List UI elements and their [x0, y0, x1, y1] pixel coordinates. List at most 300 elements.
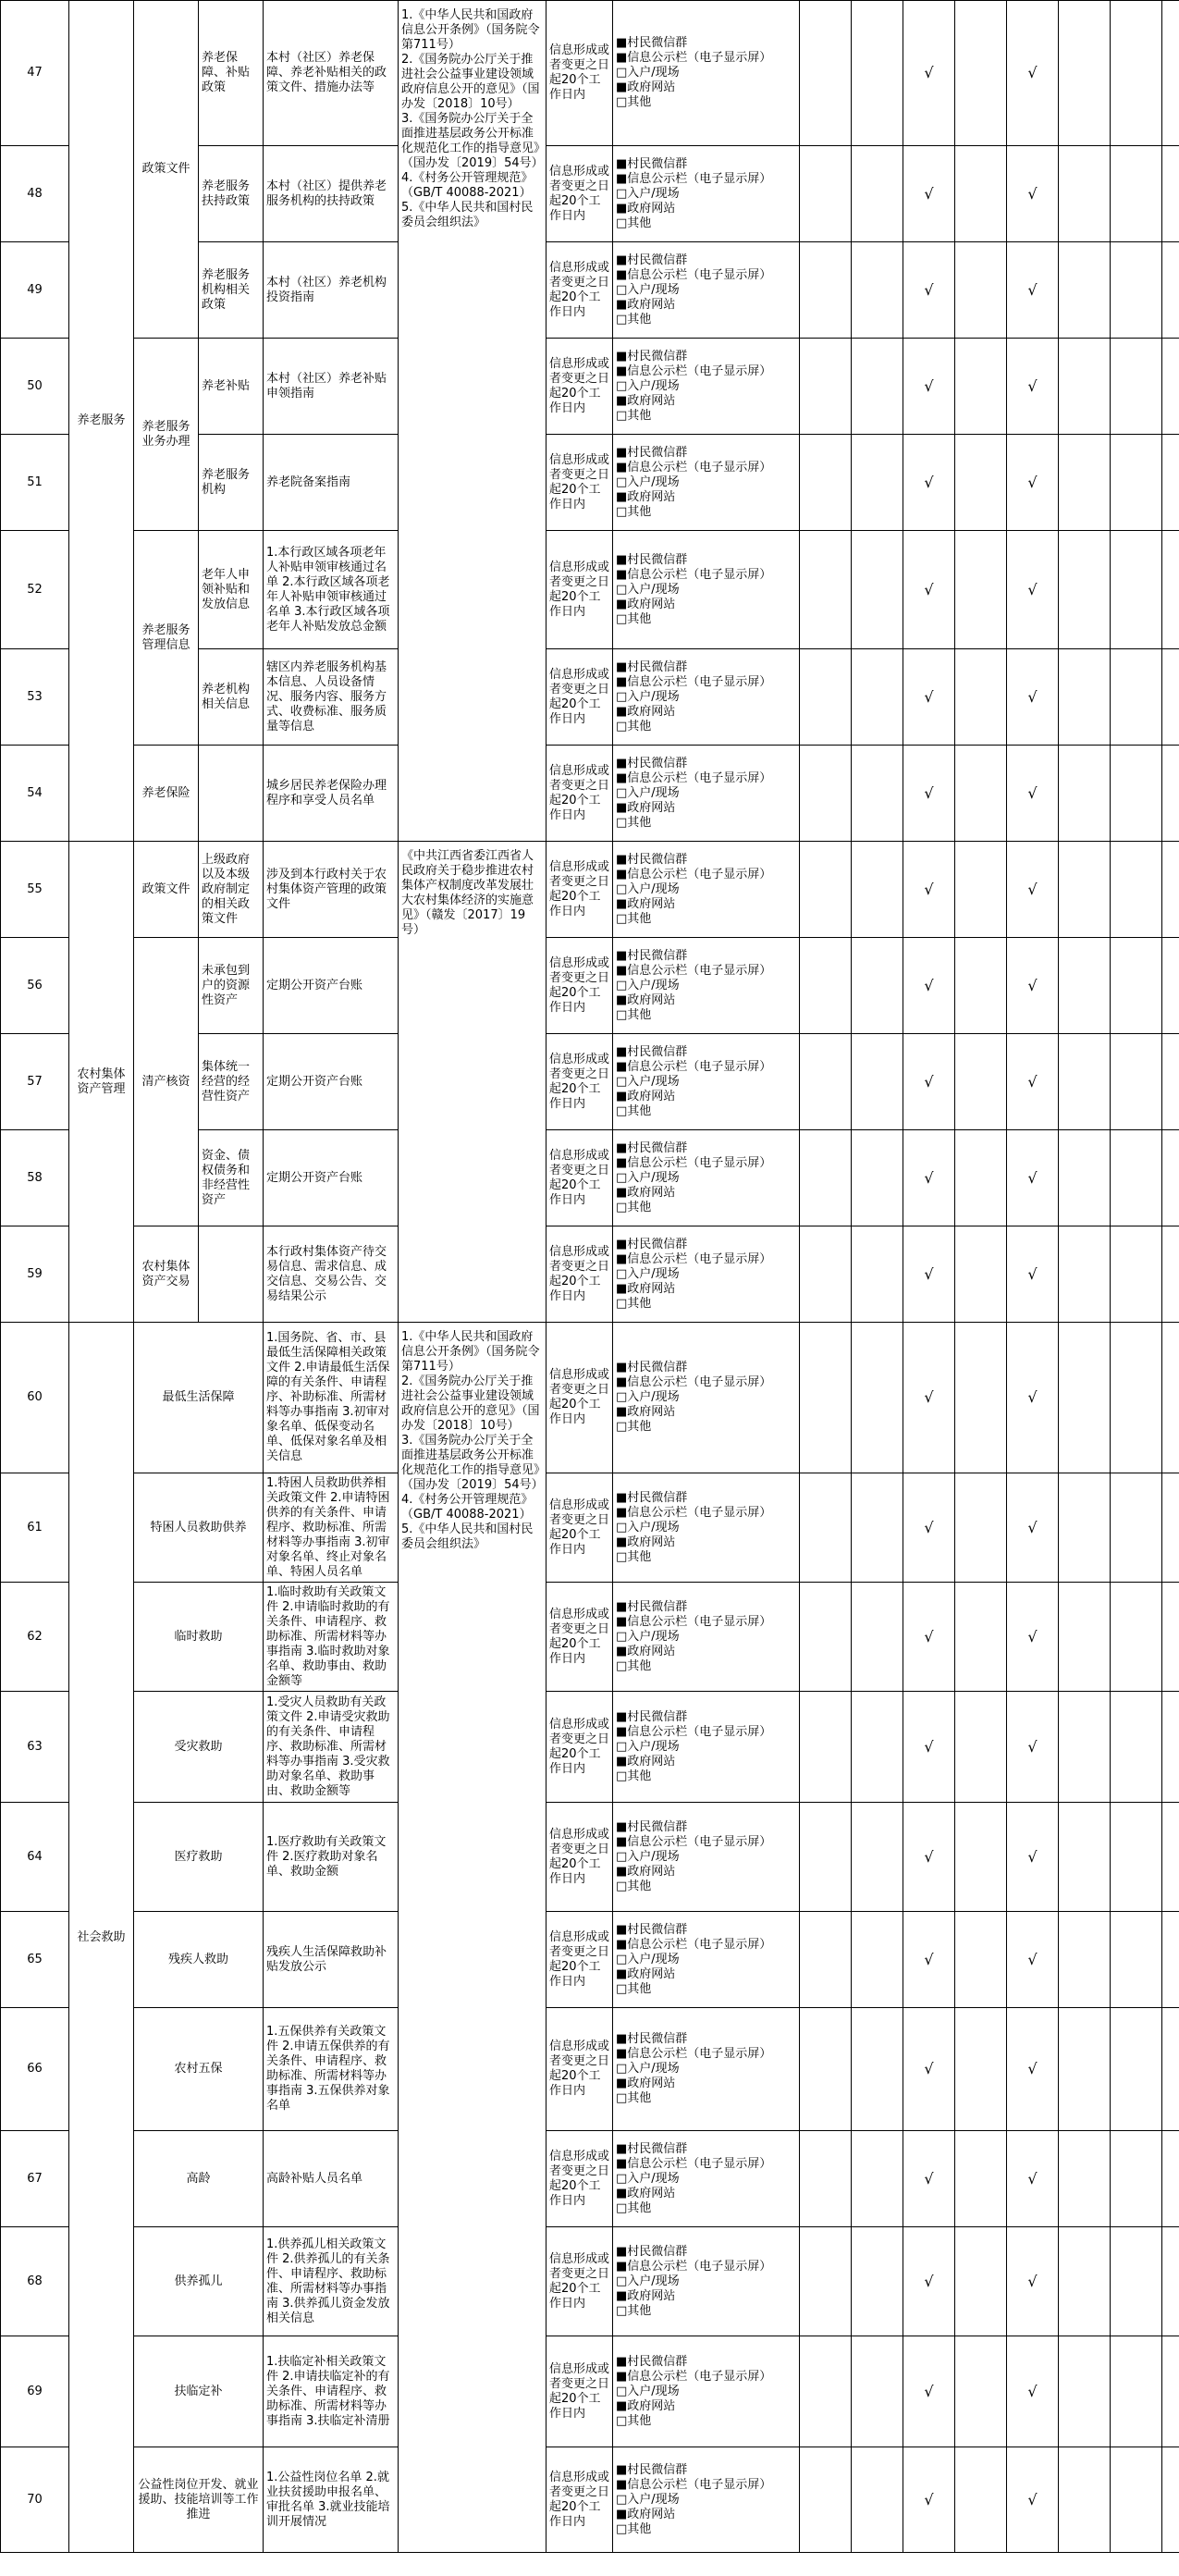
item-cell: 资金、债权债务和非经营性资产	[199, 1130, 264, 1226]
channel-option	[616, 1769, 796, 1784]
channel-option	[616, 1491, 796, 1506]
channel-option	[616, 1282, 796, 1297]
checkbox-mark: ■	[616, 171, 628, 186]
channel-option	[616, 1267, 796, 1282]
content-cell: 1.扶临定补相关政策文件 2.申请扶临定补的有关条件、申请程序、救助标准、所需材料等办事指南 3.扶临定补清册	[264, 2336, 399, 2447]
checkbox-mark: □	[616, 66, 628, 80]
mark-cell	[1162, 1583, 1179, 1692]
channel-option	[616, 1521, 796, 1535]
checkbox-mark: ■	[616, 1405, 628, 1419]
channel-option	[616, 1156, 796, 1171]
mark-cell	[852, 1583, 903, 1692]
content-cell: 1.受灾人员救助有关政策文件 2.申请受灾救助的有关条件、申请程序、救助标准、所需材料等办事指南 3.受灾救助对象名单、救助事由、救助金额等	[264, 1692, 399, 1803]
channel-label: 其他	[627, 815, 652, 830]
checkbox-mark: ■	[616, 1089, 628, 1103]
content-cell: 1.公益性岗位名单 2.就业扶贫援助申报名单、审批名单 3.就业技能培训开展情况	[264, 2447, 399, 2553]
channel-option	[616, 2172, 796, 2187]
content-cell: 1.临时救助有关政策文件 2.申请临时救助的有关条件、申请程序、救助标准、所需材料等办事指南 3.临时救助对象名单、救助事由、救助金额等	[264, 1583, 399, 1692]
time-limit-cell: 信息形成或者变更之日起20个工作日内	[547, 1226, 613, 1323]
item-cell: 上级政府以及本级政府制定的相关政策文件	[199, 842, 264, 938]
channel-label: 信息公示栏（电子显示屏）	[627, 171, 772, 186]
check-mark: √	[903, 2336, 955, 2447]
legal-basis-line: 3.《国务院办公厅关于全面推进基层政务公开标准化规范化工作的指导意见》（国办发〔2019〕54号）	[401, 112, 544, 170]
row-number: 63	[1, 1692, 69, 1803]
table-row	[1, 1583, 1179, 1692]
mark-cell	[1162, 2008, 1179, 2131]
channel-option	[616, 298, 796, 313]
checkbox-mark: ■	[616, 800, 628, 815]
checkbox-mark: ■	[616, 1375, 628, 1389]
legal-basis-line: 1.《中华人民共和国政府信息公开条例》（国务院令第711号）	[401, 8, 540, 52]
channel-cell	[613, 435, 800, 531]
mark-cell	[1111, 842, 1162, 938]
channel-option	[616, 95, 796, 110]
check-mark: √	[1007, 2227, 1059, 2336]
checkbox-mark: ■	[616, 1490, 628, 1505]
channel-option	[616, 1982, 796, 1997]
mark-cell	[1059, 1583, 1111, 1692]
mark-cell	[852, 242, 903, 339]
legal-basis-cell	[399, 1, 547, 842]
mark-cell	[852, 1226, 903, 1323]
check-mark: √	[1007, 2447, 1059, 2553]
mark-cell	[1059, 2227, 1111, 2336]
time-limit-cell: 信息形成或者变更之日起20个工作日内	[547, 842, 613, 938]
mark-cell	[1059, 1, 1111, 146]
item-cell: 受灾救助	[134, 1692, 264, 1803]
item-cell: 养老服务机构	[199, 435, 264, 531]
checkbox-mark: □	[616, 216, 628, 230]
channel-option	[616, 2091, 796, 2106]
row-number: 53	[1, 649, 69, 746]
content-cell: 1.五保供养有关政策文件 2.申请五保供养的有关条件、申请程序、救助标准、所需材料等办事指南 3.五保供养对象名单	[264, 2008, 399, 2131]
checkbox-mark: □	[616, 408, 628, 423]
content-cell: 1.国务院、省、市、县最低生活保障相关政策文件 2.申请最低生活保障的有关条件、申请程序、补助标准、所需材料等办事指南 3.初审对象名单、低保变动名单、低保对象名单及相关信息	[264, 1323, 399, 1473]
channel-label: 政府网站	[627, 1535, 676, 1549]
mark-cell	[1111, 1803, 1162, 1912]
checkbox-mark: ■	[616, 948, 628, 963]
table-row	[1, 1692, 1179, 1803]
checkbox-mark: □	[616, 911, 628, 926]
mark-cell	[800, 2131, 852, 2227]
checkbox-mark: ■	[616, 1361, 628, 1374]
time-limit-cell: 信息形成或者变更之日起20个工作日内	[547, 2008, 613, 2131]
mark-cell	[1111, 649, 1162, 746]
mark-cell	[1111, 1323, 1162, 1473]
mark-cell	[1162, 1130, 1179, 1226]
mark-cell	[955, 242, 1007, 339]
channel-option	[616, 771, 796, 786]
checkbox-mark: ■	[616, 1237, 628, 1251]
row-number: 52	[1, 531, 69, 649]
channel-option	[616, 612, 796, 627]
channel-option	[616, 1953, 796, 1967]
check-mark: √	[1007, 1130, 1059, 1226]
row-number: 66	[1, 2008, 69, 2131]
mark-cell	[852, 1912, 903, 2008]
channel-option	[616, 66, 796, 80]
channel-cell	[613, 2227, 800, 2336]
channel-label: 入户/现场	[627, 1739, 680, 1754]
channel-label: 政府网站	[627, 800, 676, 815]
channel-option	[616, 2414, 796, 2429]
channel-label: 信息公示栏（电子显示屏）	[627, 1505, 772, 1520]
checkbox-mark: ■	[616, 460, 628, 475]
checkbox-mark: ■	[616, 489, 628, 504]
channel-option	[616, 1361, 796, 1375]
mark-cell	[852, 1130, 903, 1226]
channel-option	[616, 1297, 796, 1312]
channel-option	[616, 2493, 796, 2508]
item-cell: 养老服务扶持政策	[199, 146, 264, 242]
row-number: 61	[1, 1473, 69, 1583]
channel-label: 其他	[627, 2521, 652, 2536]
check-mark: √	[903, 146, 955, 242]
mark-cell	[1059, 1323, 1111, 1473]
channel-cell	[613, 1226, 800, 1323]
channel-label: 村民微信群	[627, 1044, 688, 1059]
time-limit-cell: 信息形成或者变更之日起20个工作日内	[547, 1034, 613, 1130]
channel-label: 信息公示栏（电子显示屏）	[627, 1937, 772, 1952]
checkbox-mark: □	[616, 719, 628, 733]
channel-label: 政府网站	[627, 2186, 676, 2200]
row-number: 51	[1, 435, 69, 531]
table-row	[1, 1226, 1179, 1323]
check-mark: √	[903, 1803, 955, 1912]
check-mark: √	[1007, 531, 1059, 649]
checkbox-mark: ■	[616, 1614, 628, 1629]
checkbox-mark: ■	[616, 2354, 628, 2369]
channel-option	[616, 51, 796, 66]
channel-label: 信息公示栏（电子显示屏）	[627, 1614, 772, 1629]
checkbox-mark: ■	[616, 2077, 628, 2090]
mark-cell	[955, 1803, 1007, 1912]
subcategory-cell: 养老服务业务办理	[134, 339, 199, 531]
time-limit-cell: 信息形成或者变更之日起20个工作日内	[547, 242, 613, 339]
channel-option	[616, 568, 796, 583]
legal-basis-cell	[399, 1323, 547, 2553]
checkbox-mark: □	[616, 785, 628, 800]
channel-option	[616, 1390, 796, 1405]
legal-basis-line: 4.《村务公开管理规范》（GB/T 40088-2021）	[401, 171, 534, 200]
check-mark: √	[1007, 1323, 1059, 1473]
mark-cell	[1059, 1226, 1111, 1323]
mark-cell	[800, 242, 852, 339]
row-number: 65	[1, 1912, 69, 2008]
channel-option	[616, 1865, 796, 1880]
mark-cell	[800, 2447, 852, 2553]
channel-option	[616, 350, 796, 364]
checkbox-mark: ■	[616, 659, 628, 674]
mark-cell	[800, 2008, 852, 2131]
check-mark: √	[903, 1473, 955, 1583]
check-mark: √	[1007, 146, 1059, 242]
mark-cell	[1162, 531, 1179, 649]
channel-option	[616, 313, 796, 327]
channel-label: 村民微信群	[627, 2141, 688, 2156]
checkbox-mark: ■	[616, 1155, 628, 1170]
item-cell	[199, 746, 264, 842]
mark-cell	[1111, 146, 1162, 242]
mark-cell	[852, 2336, 903, 2447]
row-number: 69	[1, 2336, 69, 2447]
mark-cell	[1162, 746, 1179, 842]
check-mark: √	[903, 1912, 955, 2008]
check-mark: √	[1007, 842, 1059, 938]
channel-option	[616, 216, 796, 231]
mark-cell	[1111, 1034, 1162, 1130]
checkbox-mark: □	[616, 1420, 628, 1434]
item-cell: 最低生活保障	[134, 1323, 264, 1473]
checkbox-mark: ■	[616, 2288, 628, 2303]
mark-cell	[955, 938, 1007, 1034]
channel-label: 入户/现场	[627, 2274, 680, 2288]
channel-option	[616, 853, 796, 868]
channel-label: 信息公示栏（电子显示屏）	[627, 770, 772, 785]
category-cell: 农村集体资产管理	[69, 842, 134, 1323]
checkbox-mark: ■	[616, 2244, 628, 2259]
channel-label: 信息公示栏（电子显示屏）	[627, 1724, 772, 1739]
channel-label: 入户/现场	[627, 881, 680, 896]
checkbox-mark: □	[616, 1952, 628, 1966]
channel-option	[616, 202, 796, 216]
mark-cell	[1162, 1692, 1179, 1803]
mark-cell	[1162, 1034, 1179, 1130]
time-limit-cell: 信息形成或者变更之日起20个工作日内	[547, 1323, 613, 1473]
time-limit-cell: 信息形成或者变更之日起20个工作日内	[547, 746, 613, 842]
mark-cell	[800, 1473, 852, 1583]
channel-option	[616, 1060, 796, 1075]
channel-option	[616, 757, 796, 771]
time-limit-cell: 信息形成或者变更之日起20个工作日内	[547, 2336, 613, 2447]
mark-cell	[1162, 1323, 1179, 1473]
time-limit-cell: 信息形成或者变更之日起20个工作日内	[547, 1, 613, 146]
subcategory-cell: 政策文件	[134, 842, 199, 938]
channel-cell	[613, 938, 800, 1034]
time-limit-cell: 信息形成或者变更之日起20个工作日内	[547, 2447, 613, 2553]
time-limit-cell: 信息形成或者变更之日起20个工作日内	[547, 1130, 613, 1226]
mark-cell	[800, 1912, 852, 2008]
check-mark: √	[903, 746, 955, 842]
mark-cell	[1111, 531, 1162, 649]
content-cell: 定期公开资产台账	[264, 1130, 399, 1226]
table-row	[1, 746, 1179, 842]
mark-cell	[1162, 2447, 1179, 2553]
checkbox-mark: □	[616, 881, 628, 896]
channel-option	[616, 1506, 796, 1521]
channel-label: 入户/现场	[627, 978, 680, 992]
channel-option	[616, 897, 796, 912]
mark-cell	[1059, 746, 1111, 842]
checkbox-mark: ■	[616, 1644, 628, 1658]
channel-label: 入户/现场	[627, 1266, 680, 1281]
checkbox-mark: □	[616, 1007, 628, 1022]
channel-label: 入户/现场	[627, 2492, 680, 2507]
channel-option	[616, 1252, 796, 1267]
row-number: 50	[1, 339, 69, 435]
table-row	[1, 1803, 1179, 1912]
channel-option	[616, 409, 796, 424]
mark-cell	[852, 1803, 903, 1912]
channel-option	[616, 949, 796, 964]
channel-option	[616, 2157, 796, 2172]
channel-cell	[613, 1692, 800, 1803]
channel-option	[616, 268, 796, 283]
checkbox-mark: □	[616, 1390, 628, 1404]
channel-cell	[613, 1803, 800, 1912]
mark-cell	[955, 842, 1007, 938]
checkbox-mark: ■	[616, 364, 628, 378]
mark-cell	[1059, 2336, 1111, 2447]
checkbox-mark: ■	[616, 156, 628, 171]
content-cell: 1.特困人员救助供养相关政策文件 2.申请特困供养的有关条件、申请程序、救助标准、所需材料等办事指南 3.初审对象名单、终止对象名单、特困人员名单	[264, 1473, 399, 1583]
channel-cell	[613, 649, 800, 746]
channel-label: 村民微信群	[627, 852, 688, 867]
channel-label: 政府网站	[627, 1644, 676, 1658]
item-cell: 养老机构相关信息	[199, 649, 264, 746]
channel-label: 信息公示栏（电子显示屏）	[627, 674, 772, 689]
channel-label: 政府网站	[627, 1405, 676, 1419]
row-number: 49	[1, 242, 69, 339]
item-cell: 养老服务机构相关政策	[199, 242, 264, 339]
channel-label: 村民微信群	[627, 156, 688, 171]
table-row	[1, 2447, 1179, 2553]
channel-option	[616, 1820, 796, 1835]
channel-label: 政府网站	[627, 393, 676, 408]
checkbox-mark: □	[616, 2303, 628, 2318]
table-row	[1, 938, 1179, 1034]
check-mark: √	[1007, 1912, 1059, 2008]
time-limit-cell: 信息形成或者变更之日起20个工作日内	[547, 1692, 613, 1803]
checkbox-mark: □	[616, 2521, 628, 2536]
content-cell: 1.本行政区域各项老年人补贴申领审核通过名单 2.本行政区域各项老年人补贴申领审核通过名单 3.本行政区域各项老年人补贴发放总金额	[264, 531, 399, 649]
channel-label: 入户/现场	[627, 1074, 680, 1089]
channel-label: 政府网站	[627, 992, 676, 1007]
channel-option	[616, 2355, 796, 2370]
mark-cell	[1111, 1130, 1162, 1226]
subcategory-cell: 农村集体资产交易	[134, 1226, 199, 1323]
mark-cell	[1162, 1, 1179, 146]
channel-label: 入户/现场	[627, 378, 680, 393]
checkbox-mark: ■	[616, 393, 628, 408]
checkbox-mark: ■	[616, 2186, 628, 2200]
channel-label: 村民微信群	[627, 1237, 688, 1251]
mark-cell	[1111, 1473, 1162, 1583]
channel-label: 其他	[627, 2200, 652, 2215]
channel-label: 入户/现场	[627, 2062, 680, 2076]
mark-cell	[1162, 146, 1179, 242]
channel-cell	[613, 146, 800, 242]
checkbox-mark: ■	[616, 1281, 628, 1296]
channel-option	[616, 1238, 796, 1252]
channel-cell	[613, 1473, 800, 1583]
checkbox-mark: □	[616, 1629, 628, 1644]
checkbox-mark: ■	[616, 51, 628, 65]
channel-option	[616, 283, 796, 298]
mark-cell	[1059, 1803, 1111, 1912]
item-cell: 集体统一经营的经营性资产	[199, 1034, 264, 1130]
mark-cell	[1059, 649, 1111, 746]
mark-cell	[1111, 2227, 1162, 2336]
item-cell: 公益性岗位开发、就业援助、技能培训等工作推进	[134, 2447, 264, 2553]
check-mark: √	[1007, 1803, 1059, 1912]
checkbox-mark: ■	[616, 201, 628, 216]
channel-label: 其他	[627, 2303, 652, 2318]
channel-option	[616, 964, 796, 979]
content-cell: 本村（社区）提供养老服务机构的扶持政策	[264, 146, 399, 242]
mark-cell	[800, 1323, 852, 1473]
channel-label: 村民微信群	[627, 253, 688, 267]
channel-option	[616, 394, 796, 409]
channel-label: 政府网站	[627, 489, 676, 504]
mark-cell	[852, 531, 903, 649]
channel-label: 村民微信群	[627, 1361, 688, 1374]
channel-label: 其他	[627, 719, 652, 733]
mark-cell	[955, 531, 1007, 649]
content-cell: 本村（社区）养老保障、养老补贴相关的政策文件、措施办法等	[264, 1, 399, 146]
mark-cell	[800, 842, 852, 938]
mark-cell	[1059, 1130, 1111, 1226]
channel-option	[616, 2187, 796, 2201]
checkbox-mark: □	[616, 1200, 628, 1214]
checkbox-mark: ■	[616, 2477, 628, 2492]
table-row	[1, 2227, 1179, 2336]
mark-cell	[1111, 242, 1162, 339]
checkbox-mark: □	[616, 1739, 628, 1754]
mark-cell	[1059, 842, 1111, 938]
mark-cell	[955, 2336, 1007, 2447]
legal-basis-line: 4.《村务公开管理规范》（GB/T 40088-2021）	[401, 1493, 534, 1522]
channel-cell	[613, 2008, 800, 2131]
channel-label: 信息公示栏（电子显示屏）	[627, 267, 772, 282]
mark-cell	[1111, 1, 1162, 146]
checkbox-mark: □	[616, 582, 628, 597]
row-number: 57	[1, 1034, 69, 1130]
content-cell: 残疾人生活保障救助补贴发放公示	[264, 1912, 399, 2008]
channel-option	[616, 1740, 796, 1755]
channel-option	[616, 2478, 796, 2493]
checkbox-mark: ■	[616, 1251, 628, 1266]
checkbox-mark: □	[616, 978, 628, 992]
check-mark: √	[903, 2008, 955, 2131]
subcategory-cell: 养老保险	[134, 746, 199, 842]
mark-cell	[1059, 1912, 1111, 2008]
channel-option	[616, 461, 796, 475]
mark-cell	[852, 435, 903, 531]
channel-cell	[613, 2131, 800, 2227]
channel-option	[616, 1550, 796, 1565]
channel-label: 政府网站	[627, 2288, 676, 2303]
checkbox-mark: ■	[616, 896, 628, 911]
checkbox-mark: ■	[616, 2507, 628, 2521]
channel-label: 信息公示栏（电子显示屏）	[627, 2259, 772, 2274]
legal-basis-line: 5.《中华人民共和国村民委员会组织法》	[401, 201, 534, 229]
channel-option	[616, 1045, 796, 1060]
mark-cell	[955, 1912, 1007, 2008]
channel-label: 其他	[627, 1420, 652, 1434]
checkbox-mark: □	[616, 1849, 628, 1864]
content-cell: 养老院备案指南	[264, 435, 399, 531]
item-cell: 供养孤儿	[134, 2227, 264, 2336]
mark-cell	[955, 2447, 1007, 2553]
mark-cell	[955, 339, 1007, 435]
checkbox-mark: ■	[616, 2156, 628, 2171]
checkbox-mark: □	[616, 1769, 628, 1783]
mark-cell	[1162, 242, 1179, 339]
check-mark: √	[1007, 2336, 1059, 2447]
item-cell: 残疾人救助	[134, 1912, 264, 2008]
content-cell: 辖区内养老服务机构基本信息、人员设备情况、服务内容、服务方式、收费标准、服务质量等信息	[264, 649, 399, 746]
